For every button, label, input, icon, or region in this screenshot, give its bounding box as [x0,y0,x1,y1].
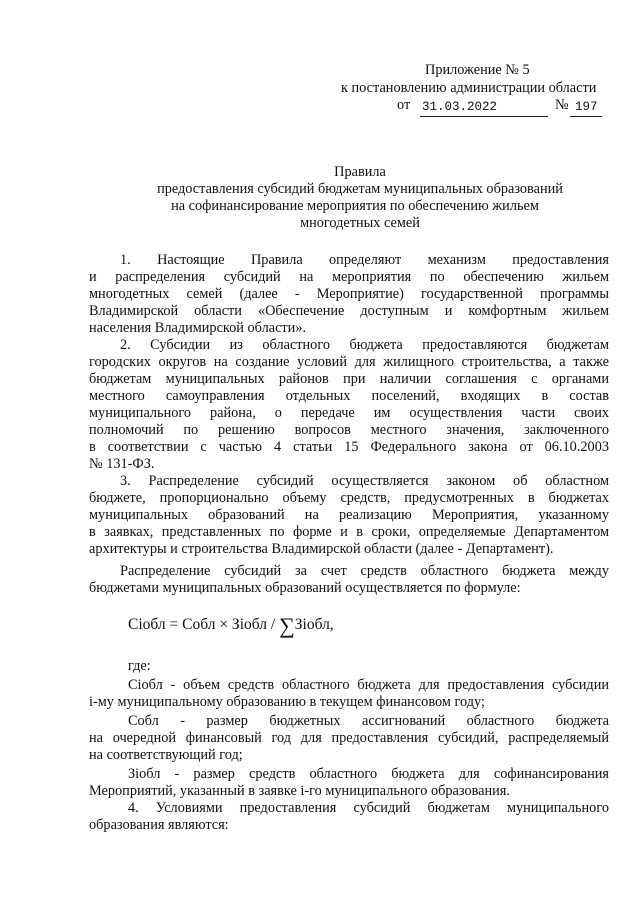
resolution-number: 197 [575,100,598,114]
para1-line: и распределения субсидий на мероприятия по обеспечению жильем [89,269,609,285]
para3-line: бюджетами муниципальных образований осуществляется по формуле: [89,580,521,596]
document-title: Правила [334,164,386,180]
para1-line: 1. Настоящие Правила определяют механизм предоставления [120,252,609,268]
formula-rhs: Зiобл, [294,616,334,633]
para3-line: архитектуры и строительства Владимирской области (далее - Департамент). [89,541,554,557]
number-prefix: № [555,97,569,113]
definition-line: Мероприятий, указанный в заявке i-го муниципального образования. [89,783,510,799]
title-line-1: предоставления субсидий бюджетам муниципальных образований [157,181,563,197]
para2-line: местного самоуправления отдельных поселений, входящих в состав [89,388,609,404]
para4-line: 4. Условиями предоставления субсидий бюджетам муниципального [128,800,609,816]
para2-line: № 131-ФЗ. [89,456,155,472]
definition-line: i-му муниципальному образованию в текущем финансовом году; [89,694,485,710]
title-line-2: на софинансирование мероприятия по обеспечению жильем [171,198,539,214]
definition-line: на соответствующий год; [89,747,243,763]
definition-line: на очередной финансовый год для предоставления субсидий, распределяемый [89,730,609,746]
para3-line: муниципальных образований на реализацию Мероприятия, указанному [89,507,609,523]
para3-line: в заявках, представленных по форме и в сроки, определяемые Департаментом [89,524,609,540]
para4-line: образования являются: [89,817,229,833]
date-prefix: от [397,97,411,113]
para2-line: муниципального района, о передаче им осуществления части своих [89,405,609,421]
number-underline [570,116,602,117]
distribution-formula [128,615,334,636]
para2-line: в соответствии с частью 4 статьи 15 Федерального закона от 06.10.2003 [89,439,609,455]
resolution-date: 31.03.2022 [422,100,498,114]
definition-line: Зiобл - размер средств областного бюджета для софинансирования [128,766,609,782]
para1-line: многодетных семей (далее - Мероприятие) государственной программы [89,286,609,302]
formula-lhs: Сiобл = Собл × Зiобл / [128,616,280,633]
where-label: где: [128,658,151,674]
para2-line: бюджетам муниципальных районов при наличии соглашения с органами [89,371,609,387]
para3-line: бюджете, пропорционально объему средств, предусмотренных в бюджетах [89,490,609,506]
para3-line: Распределение субсидий за счет средств областного бюджета между [120,563,609,579]
para3-line: 3. Распределение субсидий осуществляется законом об областном [120,473,609,489]
date-underline [420,116,548,117]
resolution-reference: к постановлению администрации области [341,80,597,96]
para1-line: населения Владимирской области». [89,320,307,336]
definition-line: Сiобл - объем средств областного бюджета для предоставления субсидии [128,677,609,693]
para2-line: 2. Субсидии из областного бюджета предоставляются бюджетам [120,337,609,353]
para1-line: Владимирской области «Обеспечение доступным и комфортным жильем [89,303,609,319]
para2-line: полномочий по решению вопросов местного значения, заключенного [89,422,609,438]
definition-line: Собл - размер бюджетных ассигнований областного бюджета [128,713,609,729]
sum-symbol: ∑ [279,613,295,638]
title-line-3: многодетных семей [300,215,420,231]
para2-line: городских округов на создание условий для жилищного строительства, а также [89,354,609,370]
appendix-number: Приложение № 5 [425,62,530,78]
